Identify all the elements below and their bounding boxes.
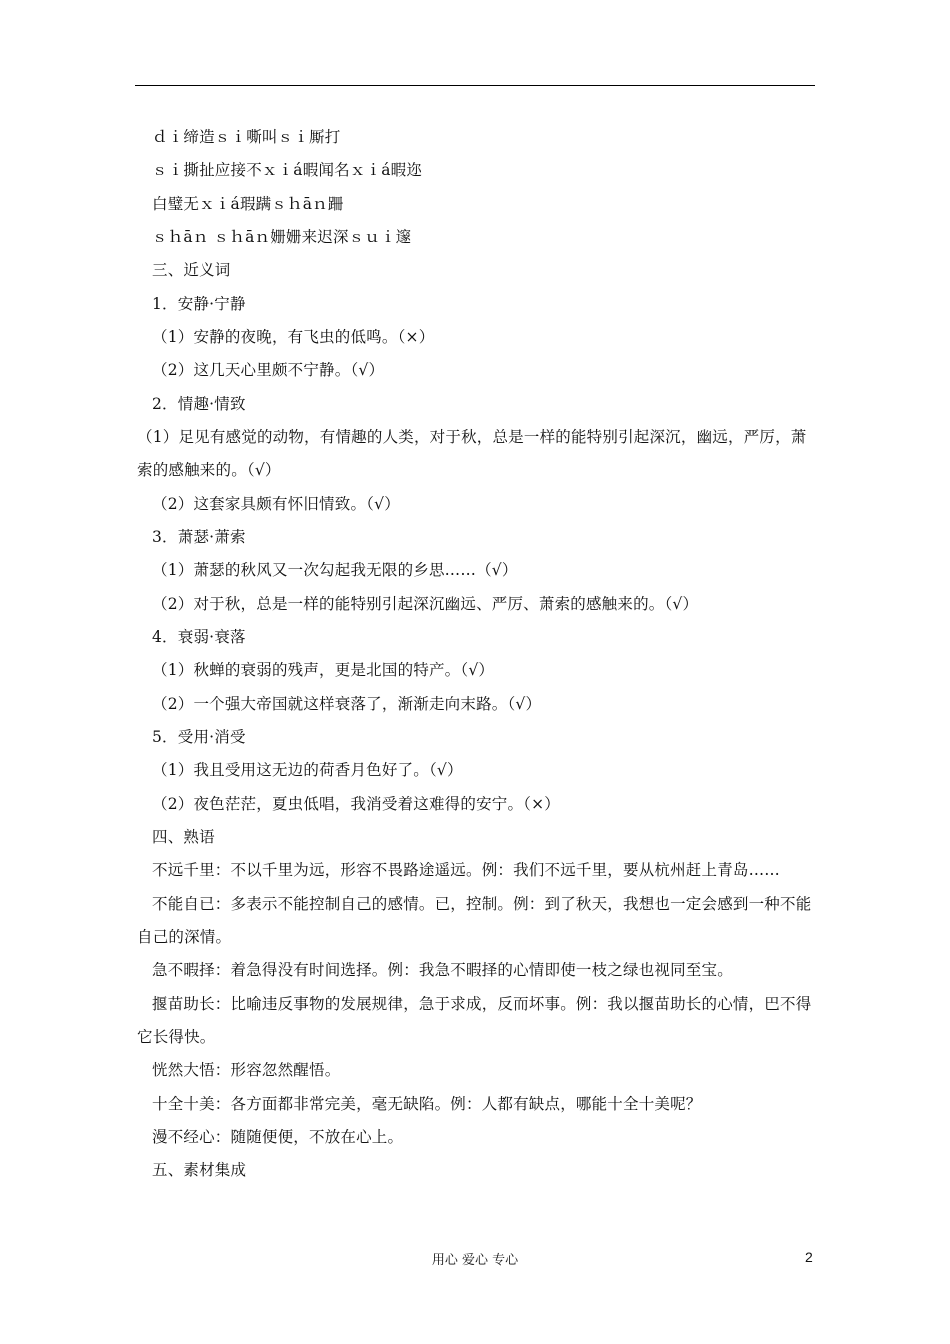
example-line: （1）我且受用这无边的荷香月色好了。（√） [152, 761, 463, 779]
section-heading: 三、近义词 [152, 261, 231, 279]
example-line-continued: 索的感触来的。（√） [137, 461, 281, 479]
example-line: （1）秋蝉的衰弱的残声，更是北国的特产。（√） [152, 661, 495, 679]
section-heading: 五、素材集成 [152, 1161, 247, 1179]
idiom-entry: 急不暇择：着急得没有时间选择。例：我急不暇择的心情即使一枝之绿也视同至宝。 [152, 961, 733, 979]
text-line: 白璧无ｘｉá瑕蹒ｓｈāｎ跚 [152, 195, 344, 213]
subheading: 1．安静·宁静 [152, 295, 246, 313]
idiom-entry: 不远千里：不以千里为远，形容不畏路途遥远。例：我们不远千里，要从杭州赶上青岛…… [152, 861, 781, 879]
example-line: （2）夜色茫茫，夏虫低唱，我消受着这难得的安宁。（×） [152, 795, 561, 813]
idiom-entry: 十全十美：各方面都非常完美，毫无缺陷。例：人都有缺点，哪能十全十美呢？ [152, 1095, 702, 1113]
idiom-entry: 揠苗助长：比喻违反事物的发展规律，急于求成，反而坏事。例：我以揠苗助长的心情，巴不得 [152, 995, 812, 1013]
subheading: 2．情趣·情致 [152, 395, 246, 413]
footer-slogan: 用心 爱心 专心 [431, 1253, 519, 1268]
subheading: 4．衰弱·衰落 [152, 628, 246, 646]
subheading: 5．受用·消受 [152, 728, 246, 746]
header-rule [135, 85, 815, 86]
example-line: （2）这套家具颇有怀旧情致。（√） [152, 495, 400, 513]
text-line: ｄｉ缔造ｓｉ嘶叫ｓｉ厮打 [152, 128, 341, 146]
idiom-entry-continued: 自己的深情。 [137, 928, 232, 946]
idiom-entry: 恍然大悟：形容忽然醒悟。 [152, 1061, 341, 1079]
text-line: ｓｈāｎ ｓｈāｎ姗姗来迟深ｓｕｉ邃 [152, 228, 412, 246]
page-number: 2 [805, 1249, 813, 1265]
idiom-entry-continued: 它长得快。 [137, 1028, 216, 1046]
section-heading: 四、熟语 [152, 828, 215, 846]
example-line: （2）对于秋，总是一样的能特别引起深沉幽远、严厉、萧索的感触来的。（√） [152, 595, 699, 613]
example-line: （1）萧瑟的秋风又一次勾起我无限的乡思……（√） [152, 561, 518, 579]
example-line: （1）安静的夜晚，有飞虫的低鸣。（×） [152, 328, 435, 346]
example-line: （1）足见有感觉的动物，有情趣的人类，对于秋，总是一样的能特别引起深沉，幽远，严厉，萧 [137, 428, 807, 446]
idiom-entry: 漫不经心：随随便便，不放在心上。 [152, 1128, 404, 1146]
subheading: 3．萧瑟·萧索 [152, 528, 246, 546]
text-line: ｓｉ撕扯应接不ｘｉá暇闻名ｘｉá暇迩 [152, 161, 423, 179]
example-line: （2）这几天心里颇不宁静。（√） [152, 361, 385, 379]
example-line: （2）一个强大帝国就这样衰落了，渐渐走向末路。（√） [152, 695, 542, 713]
idiom-entry: 不能自已：多表示不能控制自己的感情。已，控制。例：到了秋天，我想也一定会感到一种不能 [152, 895, 812, 913]
